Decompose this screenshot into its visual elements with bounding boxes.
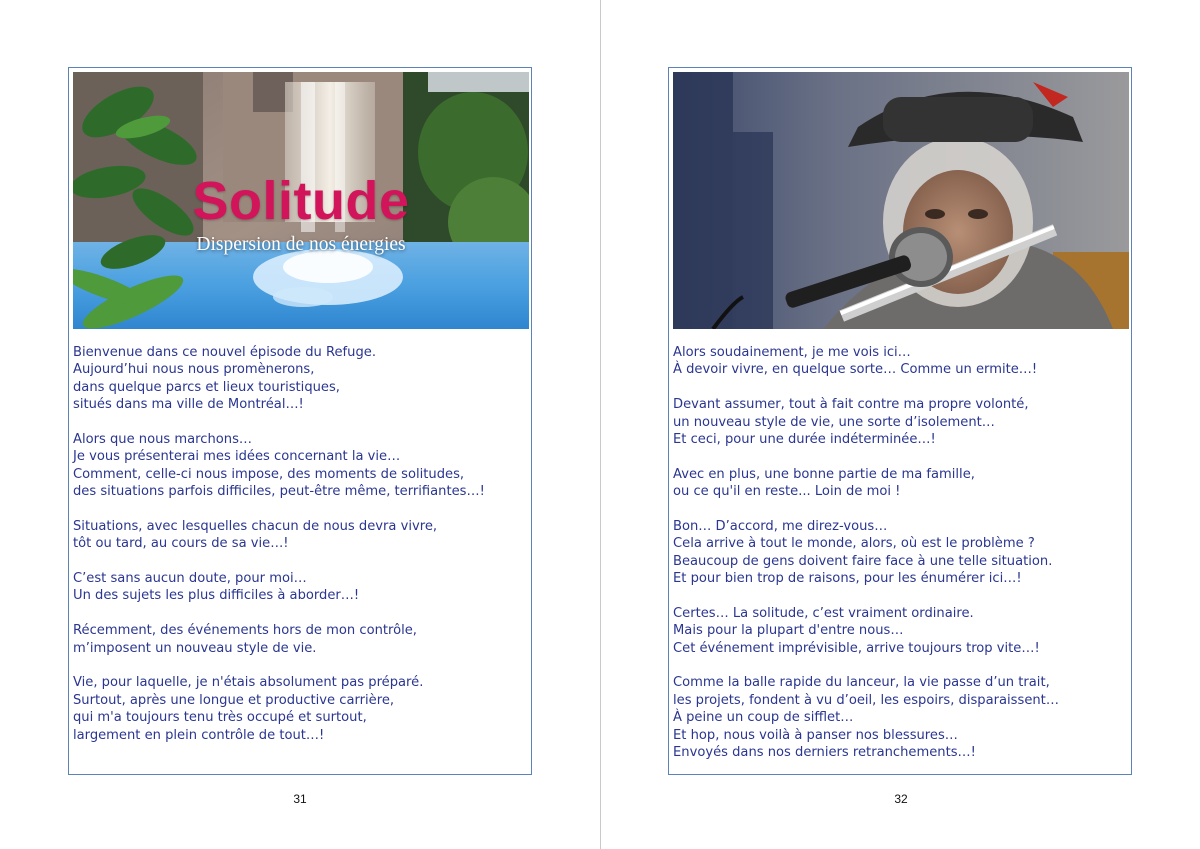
left-body-paragraph: [73, 344, 529, 414]
right-body-text-line: Cela arrive à tout le monde, alors, où est le problème ?: [673, 536, 1035, 552]
right-body-text-line: Cet événement imprévisible, arrive toujours trop vite…!: [673, 640, 1040, 656]
left-body-text-line: situés dans ma ville de Montréal…!: [73, 397, 304, 413]
right-body-paragraph: [673, 466, 1129, 501]
left-body-text-line: largement en plein contrôle de tout…!: [73, 727, 325, 743]
left-body-text-line: tôt ou tard, au cours de sa vie…!: [73, 536, 289, 552]
right-page-frame: [668, 67, 1132, 775]
left-body-paragraph: [73, 431, 529, 501]
left-body-text-line: des situations parfois difficiles, peut-être même, terrifiantes…!: [73, 484, 485, 500]
left-body-paragraph: [73, 674, 529, 744]
left-body-paragraph: [73, 570, 529, 605]
left-body-text-line: dans quelque parcs et lieux touristiques,: [73, 379, 340, 395]
right-page-number: 32: [894, 792, 908, 806]
right-body-text-line: Devant assumer, tout à fait contre ma propre volonté,: [673, 397, 1029, 413]
right-body-paragraph: [673, 674, 1129, 761]
right-body-text-line: Comme la balle rapide du lanceur, la vie passe d’un trait,: [673, 675, 1050, 691]
left-body-text-line: qui m'a toujours tenu très occupé et surtout,: [73, 710, 367, 726]
left-body-paragraph: [73, 518, 529, 553]
right-body-text-line: Alors soudainement, je me vois ici…: [673, 345, 911, 360]
left-page-frame: [68, 67, 532, 775]
article-subtitle: Dispersion de nos énergies: [196, 234, 406, 255]
right-body-text: [673, 344, 1129, 779]
book-spine-divider: [600, 0, 601, 849]
right-body-text-line: Mais pour la plupart d'entre nous…: [673, 623, 904, 639]
left-body-text-line: Situations, avec lesquelles chacun de nous devra vivre,: [73, 518, 438, 534]
right-body-text-line: Bon… D’accord, me direz-vous…: [673, 518, 888, 534]
right-body-text-line: Et ceci, pour une durée indéterminée…!: [673, 431, 936, 447]
left-body-text-line: Je vous présenterai mes idées concernant la vie…: [73, 449, 401, 465]
right-body-text-line: Certes… La solitude, c’est vraiment ordinaire.: [673, 605, 974, 621]
right-body-text-line: Envoyés dans nos derniers retranchements…!: [673, 744, 976, 760]
right-body-text-line: À devoir vivre, en quelque sorte… Comme un ermite…!: [673, 362, 1038, 378]
left-body-text-line: C’est sans aucun doute, pour moi…: [73, 571, 307, 587]
left-body-text-line: Récemment, des événements hors de mon contrôle,: [73, 623, 417, 639]
article-title: Solitude: [192, 171, 410, 231]
left-body-text-line: Alors que nous marchons…: [73, 431, 252, 447]
left-body-text: [73, 344, 529, 761]
right-body-text-line: Avec en plus, une bonne partie de ma famille,: [673, 466, 975, 482]
right-body-text-line: les projets, fondent à vu d’oeil, les espoirs, disparaissent…: [673, 692, 1059, 708]
right-body-paragraph: [673, 605, 1129, 657]
right-body-text-line: Et pour bien trop de raisons, pour les énumérer ici…!: [673, 571, 1022, 587]
left-body-text-line: Comment, celle-ci nous impose, des moments de solitudes,: [73, 466, 465, 482]
left-body-text-line: Un des sujets les plus difficiles à aborder…!: [73, 588, 360, 604]
flute-player-photo: [673, 72, 1129, 329]
left-body-text-line: m’imposent un nouveau style de vie.: [73, 640, 317, 656]
flute-player-illustration: [673, 72, 1129, 329]
left-page-number: 31: [293, 792, 307, 806]
right-body-text-line: Beaucoup de gens doivent faire face à une telle situation.: [673, 553, 1053, 569]
left-body-text-line: Surtout, après une longue et productive carrière,: [73, 692, 395, 708]
left-body-text-line: Aujourd’hui nous nous promènerons,: [73, 362, 315, 378]
right-body-paragraph: [673, 344, 1129, 379]
fountain-photo: [73, 72, 529, 329]
right-body-text-line: un nouveau style de vie, une sorte d’isolement…: [673, 414, 995, 430]
left-body-text-line: Vie, pour laquelle, je n'étais absolument pas préparé.: [73, 675, 424, 691]
right-body-text-line: Et hop, nous voilà à panser nos blessures…: [673, 727, 958, 743]
left-body-text-line: Bienvenue dans ce nouvel épisode du Refuge.: [73, 345, 376, 360]
left-body-paragraph: [73, 622, 529, 657]
right-body-paragraph: [673, 396, 1129, 448]
right-body-paragraph: [673, 518, 1129, 588]
right-body-text-line: ou ce qu'il en reste... Loin de moi !: [673, 484, 901, 500]
right-body-text-line: À peine un coup de sifflet…: [673, 710, 854, 726]
